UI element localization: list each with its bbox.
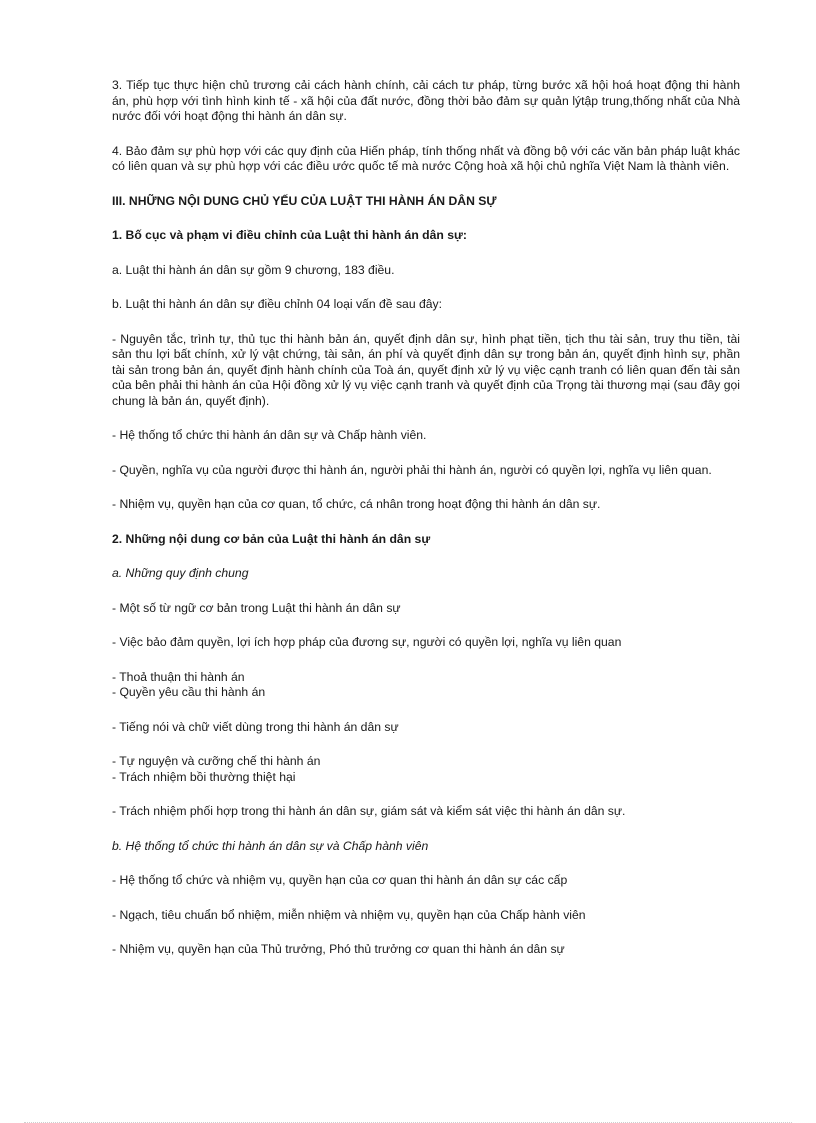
general-item: - Thoả thuận thi hành án: [112, 669, 245, 684]
subsection-2-heading: 2. Những nội dung cơ bản của Luật thi hành án dân sự: [112, 531, 431, 546]
general-item: - Tự nguyện và cưỡng chế thi hành án: [112, 754, 321, 768]
general-item: - Tiếng nói và chữ viết dùng trong thi hành án dân sự: [112, 719, 399, 734]
general-item: - Một số từ ngữ cơ bản trong Luật thi hành án dân sự: [112, 600, 401, 615]
general-item: - Quyền yêu cầu thi hành án: [112, 685, 266, 699]
general-provisions-heading: a. Những quy định chung: [112, 566, 249, 580]
section-heading: III. NHỮNG NỘI DUNG CHỦ YẾU CỦA LUẬT THI HÀNH ÁN DÂN SỰ: [112, 193, 497, 208]
organization-item: - Hệ thống tổ chức và nhiệm vụ, quyền hạn của cơ quan thi hành án dân sự các cấp: [112, 873, 568, 887]
general-item: - Trách nhiệm bồi thường thiệt hại: [112, 769, 296, 784]
organization-item: - Ngạch, tiêu chuẩn bổ nhiệm, miễn nhiệm và nhiệm vụ, quyền hạn của Chấp hành viên: [112, 907, 586, 922]
scope-item-1: - Nguyên tắc, trình tự, thủ tục thi hành bản án, quyết định dân sự, hình phạt tiền, tịch thu tài sản, truy thu tiền, tài sản thu lợi bất chính, xử lý vật chứng, tài sản, án phí và quyết định dân sự trong bản án, quyết định hình sự, phần tài sản trong bản án, quyết định hành chính của Toà án, quyết định xử lý vụ việc cạnh tranh có liên quan đến tài sản của bên phải thi hành án của Hội đồng xử lý vụ việc cạnh tranh và quyết định của Trọng tài thương mại (sau đây gọi chung là bản án, quyết định).: [112, 331, 740, 408]
subsection-1-item-a: a. Luật thi hành án dân sự gồm 9 chương, 183 điều.: [112, 262, 395, 277]
paragraph-4: 4. Bảo đảm sự phù hợp với các quy định của Hiến pháp, tính thống nhất và đồng bộ với các văn bản pháp luật khác có liên quan và sự phù hợp với các điều ước quốc tế mà nước Cộng hoà xã hội chủ nghĩa Việt Nam là thành viên.: [112, 143, 740, 173]
scope-item-2: - Hệ thống tổ chức thi hành án dân sự và Chấp hành viên.: [112, 428, 427, 442]
organization-heading: b. Hệ thống tổ chức thi hành án dân sự và Chấp hành viên: [112, 838, 429, 853]
scope-item-4: - Nhiệm vụ, quyền hạn của cơ quan, tổ chức, cá nhân trong hoạt động thi hành án dân sự.: [112, 497, 601, 511]
general-item: - Việc bảo đảm quyền, lợi ích hợp pháp của đương sự, người có quyền lợi, nghĩa vụ liên quan: [112, 635, 622, 649]
paragraph-3: 3. Tiếp tục thực hiện chủ trương cải cách hành chính, cải cách tư pháp, từng bước xã hội hoá hoạt động thi hành án, phù hợp với tình hình kinh tế - xã hội của đất nước, đồng thời bảo đảm sự quản lýtập trung,thống nhất của Nhà nước đối với hoạt động thi hành án dân sự.: [112, 78, 740, 123]
subsection-1-heading: 1. Bố cục và phạm vi điều chỉnh của Luật thi hành án dân sự:: [112, 228, 467, 242]
subsection-1-item-b: b. Luật thi hành án dân sự điều chỉnh 04 loại vấn đề sau đây:: [112, 297, 443, 311]
general-item: - Trách nhiệm phối hợp trong thi hành án dân sự, giám sát và kiểm sát việc thi hành án dân sự.: [112, 804, 626, 818]
organization-item: - Nhiệm vụ, quyền hạn của Thủ trưởng, Phó thủ trưởng cơ quan thi hành án dân sự: [112, 942, 565, 956]
scope-item-3: - Quyền, nghĩa vụ của người được thi hành án, người phải thi hành án, người có quyền lợi, nghĩa vụ liên quan.: [112, 462, 712, 477]
document-page: [112, 78, 740, 977]
